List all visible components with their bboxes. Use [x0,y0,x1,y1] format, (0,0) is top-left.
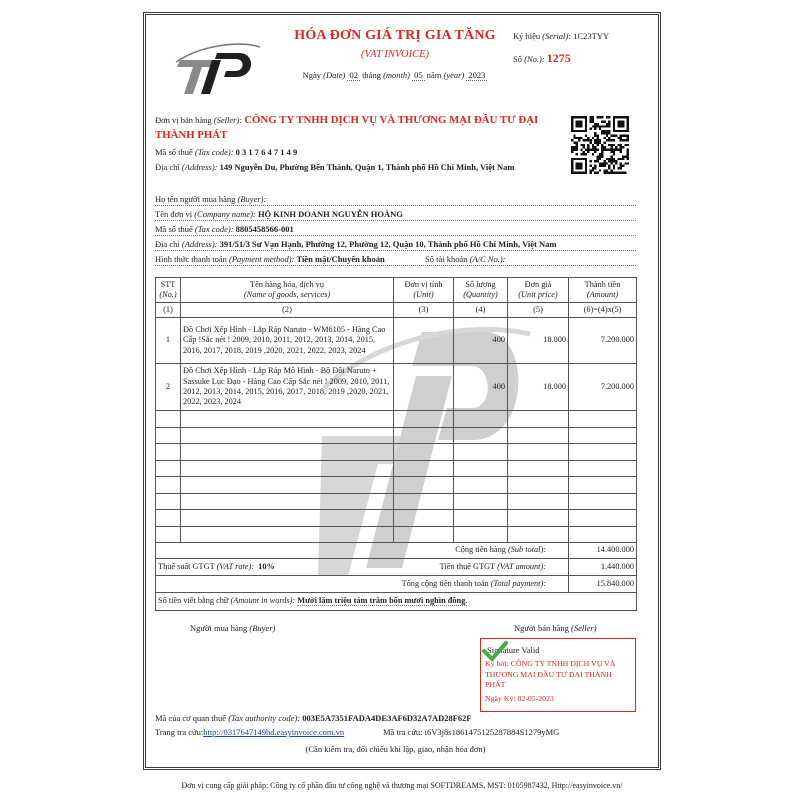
item-stt: 1 [156,318,181,364]
buyer-person-line [155,193,636,206]
buyer-address-line [155,238,636,251]
number-label-en: (No.): [524,54,545,64]
header-quantity [454,278,508,303]
tp-logo-icon [172,38,262,96]
empty-cell [394,526,454,543]
total-label-cell [156,576,569,593]
empty-cell [454,526,508,543]
amount-words-value: Mười lăm triệu tám trăm bốn mươi nghìn đồng. [297,596,468,606]
empty-row [156,477,637,494]
payment-method: Tiền mặt/Chuyển khoản [296,254,385,264]
seller-address-label-en: (Address): [181,162,218,172]
signature-status: Signature Valid [487,645,540,655]
empty-cell [508,427,569,444]
year-label: năm [426,70,442,80]
empty-cell [181,526,394,543]
header-unit [394,278,454,303]
buyer-company-label-en: (Company name): [194,209,256,219]
lookup-code-label: Mã tra cứu: [383,727,423,737]
table-row [156,364,637,411]
header-amount [569,278,637,303]
total-label-en: (Total payment): [490,578,546,588]
month-label: tháng [362,70,381,80]
number-label: Số [513,54,522,64]
column-index: (6)=(4)x(5) [569,303,637,318]
tax-authority-label-en: (Tax authority code): [228,713,301,723]
empty-cell [181,411,394,428]
vat-amount-group [440,562,546,572]
header-unit-price-en: (Unit price) [518,290,558,299]
seller-sign-label: Người bán hàng [514,623,569,633]
buyer-sign-label: Người mua hàng [190,623,248,633]
empty-cell [394,460,454,477]
empty-row [156,444,637,461]
day-label-en: (Date) [323,70,346,80]
item-unit-price: 18.000 [508,364,569,411]
subtotal-row [156,543,637,559]
item-name: Đồ Chơi Xếp Hình - Lắp Ráp Mô Hình - Bộ Đôi Naruto + Sassuke Lục Đạo - Hàng Cao Cấp Sắc nét ! 2009, 2010, 2011, 2012, 2013, 2014, 2015, 2016, 2017, 2018, 2019 ,2020, 2021, 2022, 2023, 2024 [181,364,394,411]
subtotal-label-cell [156,543,569,559]
item-stt: 2 [156,364,181,411]
check-note: (Cần kiểm tra, đối chiếu khi lập, giao, nhận hóa đơn) [305,744,486,754]
signed-by-value: CÔNG TY TNHH DỊCH VỤ VÀ THƯƠNG MẠI ĐẦU TƯ ĐẠI THÀNH PHÁT [485,659,616,689]
table-header-row [156,278,637,303]
empty-cell [454,411,508,428]
check-mark [484,643,506,659]
items-table [155,277,637,611]
vat-cell [156,559,569,576]
header-stt-en: (No.) [159,290,177,299]
vat-rate-value: 10% [258,561,275,571]
header-unit-price-vi: Đơn giá [524,279,552,289]
buyer-address-label-en: (Address): [181,239,218,249]
empty-cell [156,493,181,510]
empty-cell [454,444,508,461]
seller-address: 149 Nguyễn Du, Phường Bến Thành, Quận 1, Thành phố Hồ Chí Minh, Việt Nam [219,162,515,172]
tax-authority-line [155,713,472,723]
signed-by [485,659,631,691]
buyer-tax-code: 8805458566-001 [235,224,294,234]
buyer-company: HỘ KINH DOANH NGUYỄN HOÀNG [257,209,403,219]
empty-cell [454,477,508,494]
signed-by-label: Ký bởi: [485,659,509,668]
column-index: (4) [454,303,508,318]
vat-rate-group [158,562,275,572]
empty-cell [569,444,637,461]
empty-cell [508,493,569,510]
empty-cell [394,510,454,527]
vat-rate-label: Thuế suất GTGT [158,561,215,571]
amount-words-label-en: (Amount in words): [230,596,296,606]
buyer-address: 391/51/3 Sư Vạn Hạnh, Phường 12, Phường 12, Quận 10, Thành phố Hồ Chí Minh, Việt Nam [219,239,557,249]
empty-cell [569,526,637,543]
empty-cell [156,427,181,444]
seller-tax-label-en: (Tax code): [194,147,234,157]
account-no-group [425,253,506,265]
account-no-label-en: (A/C No.): [469,254,506,264]
qr-code-icon[interactable] [571,116,629,174]
column-index: (5) [508,303,569,318]
total-label: Tổng cộng tiền thanh toán [401,578,489,588]
empty-cell [508,460,569,477]
item-name: Đồ Chơi Xếp Hình - Lắp Ráp Naruto - WM6105 - Hàng Cao Cấp !Sắc nét ! 2009, 2010, 2011, 2012, 2013, 2014, 2015, 2016, 2017, 2018, 2019 ,2020, 2021, 2022, 2023, 2024 [181,318,394,364]
buyer-payment-line [155,253,636,266]
item-unit-price: 18.000 [508,318,569,364]
item-amount: 7.200.000 [569,364,637,411]
solution-provider: Đơn vị cung cấp giải pháp: Công ty cổ phần đầu tư công nghệ và thương mại SOFTDREAMS, MST: 0105987432, Http://easyinvoice.vn/ [181,781,623,790]
logo-letter-p-bowl [215,53,251,77]
lookup-code-line [383,727,559,737]
header-quantity-en: (Quantity) [463,290,498,299]
tax-authority-label: Mã của cơ quan thuế [155,713,227,723]
header-unit-price [508,278,569,303]
empty-cell [181,427,394,444]
empty-cell [569,510,637,527]
lookup-code-value: i6V3j8s1861475125287884S1279yMG [424,727,560,737]
seller-signature-label [514,623,597,633]
column-index: (2) [181,303,394,318]
empty-cell [181,510,394,527]
number-line [513,51,571,66]
header-unit-vi: Đơn vị tính [404,279,443,289]
amount-words-label: Số tiền viết bằng chữ [158,596,229,606]
buyer-tax-line [155,223,636,236]
day-value: 02 [349,70,358,80]
header-name-vi: Tên hàng hóa, dịch vụ [250,279,324,289]
buyer-company-label: Tên đơn vị [155,209,193,219]
item-unit [394,364,454,411]
seller-address-label: Địa chỉ [155,162,180,172]
empty-cell [181,444,394,461]
empty-cell [508,510,569,527]
empty-cell [454,427,508,444]
month-value: 05 [414,70,423,80]
empty-cell [569,427,637,444]
lookup-link[interactable]: http://0317647149hd.easyinvoice.com.vn [203,727,345,737]
invoice-title: HÓA ĐƠN GIÁ TRỊ GIA TĂNG [294,28,496,43]
item-quantity: 400 [454,364,508,411]
seller-tax-code: 0 3 1 7 6 4 7 1 4 9 [235,147,298,157]
lookup-page-label: Trang tra cứu: [155,727,204,737]
empty-cell [156,460,181,477]
invoice-date [265,70,525,80]
seller-label: Đơn vị bán hàng [155,115,212,125]
account-no-label: Số tài khoản [425,254,468,264]
vat-rate-label-en: (VAT rate): [216,561,255,571]
empty-cell [569,493,637,510]
seller-name-line [155,113,567,143]
month-label-en: (month) [383,70,410,80]
amount-words-row [156,593,637,611]
buyer-sign-label-en: (Buyer) [249,623,276,633]
empty-cell [181,493,394,510]
buyer-person-label-en: (Buyer): [237,194,267,204]
empty-cell [569,477,637,494]
serial-value: 1C23TYY [573,31,610,41]
seller-address-line [155,162,514,172]
empty-cell [394,477,454,494]
empty-row [156,526,637,543]
buyer-person-label: Họ tên người mua hàng [155,194,236,204]
empty-row [156,427,637,444]
signed-date [485,694,554,703]
buyer-tax-label: Mã số thuế [155,224,193,234]
serial-label-en: (Serial): [542,31,572,41]
buyer-signature-label [190,623,275,633]
empty-cell [156,444,181,461]
item-amount: 7.200.000 [569,318,637,364]
total-value: 15.840.000 [569,576,637,593]
empty-cell [156,526,181,543]
empty-cell [181,460,394,477]
empty-cell [156,510,181,527]
day-label: Ngày [302,70,321,80]
subtotal-label: Cộng tiền hàng [455,545,506,555]
seller-label-en: (Seller): [213,115,243,125]
empty-cell [508,477,569,494]
empty-cell [508,444,569,461]
signed-date-value: 02-05-2023 [517,694,554,703]
item-quantity: 400 [454,318,508,364]
header-stt-vi: STT [160,279,176,289]
empty-cell [569,460,637,477]
subtotal-label-en: (Sub total): [507,545,546,555]
seller-name: CÔNG TY TNHH DỊCH VỤ VÀ THƯƠNG MẠI ĐẦU TƯ ĐẠI THÀNH PHÁT [155,114,539,141]
empty-cell [454,510,508,527]
seller-tax-line [155,147,297,157]
invoice-subtitle: (VAT INVOICE) [360,49,430,60]
vat-row [156,559,637,576]
vat-amount-value: 1.440.000 [569,559,637,576]
seller-sign-label-en: (Seller) [571,623,597,633]
table-row [156,318,637,364]
empty-row [156,411,637,428]
header-quantity-vi: Số lượng [465,279,496,289]
year-label-en: (year) [443,70,465,80]
header-amount-en: (Amount) [586,290,619,299]
header-amount-vi: Thành tiền [584,279,621,289]
lookup-page-line [155,727,344,737]
serial-label: Ký hiệu [513,31,541,41]
seller-tax-label: Mã số thuế [155,147,193,157]
empty-cell [394,411,454,428]
subtotal-value: 14.400.000 [569,543,637,559]
vat-amount-label-en: (VAT amount): [497,561,546,571]
column-index: (1) [156,303,181,318]
item-unit [394,318,454,364]
empty-cell [508,411,569,428]
tax-authority-code: 003E5A7351FADA4DE3AF6D32A7AD28F62F [302,713,472,723]
payment-method-label-en: (Payment method): [229,254,295,264]
empty-cell [508,526,569,543]
empty-row [156,510,637,527]
empty-row [156,460,637,477]
header-name [181,278,394,303]
header-stt [156,278,181,303]
empty-cell [394,444,454,461]
buyer-address-label: Địa chỉ [155,239,180,249]
empty-cell [394,493,454,510]
total-row [156,576,637,593]
column-index: (3) [394,303,454,318]
empty-cell [569,411,637,428]
vat-wrap [158,562,566,572]
vat-amount-label: Tiền thuế GTGT [439,561,495,571]
signed-date-label: Ngày Ký: [485,694,516,703]
column-index-row [156,303,637,318]
buyer-company-line [155,208,636,221]
buyer-tax-label-en: (Tax code): [194,224,234,234]
empty-cell [156,477,181,494]
invoice-number: 1275 [546,51,571,65]
empty-cell [454,493,508,510]
empty-row [156,493,637,510]
serial-line [513,31,609,41]
empty-cell [394,427,454,444]
header-unit-en: (Unit) [413,290,434,299]
header-name-en: (Name of goods, services) [243,290,331,299]
empty-cell [181,477,394,494]
payment-method-label: Hình thức thanh toán [155,254,227,264]
empty-cell [156,411,181,428]
amount-words-cell [156,593,637,611]
year-value: 2023 [468,70,486,80]
empty-cell [454,460,508,477]
